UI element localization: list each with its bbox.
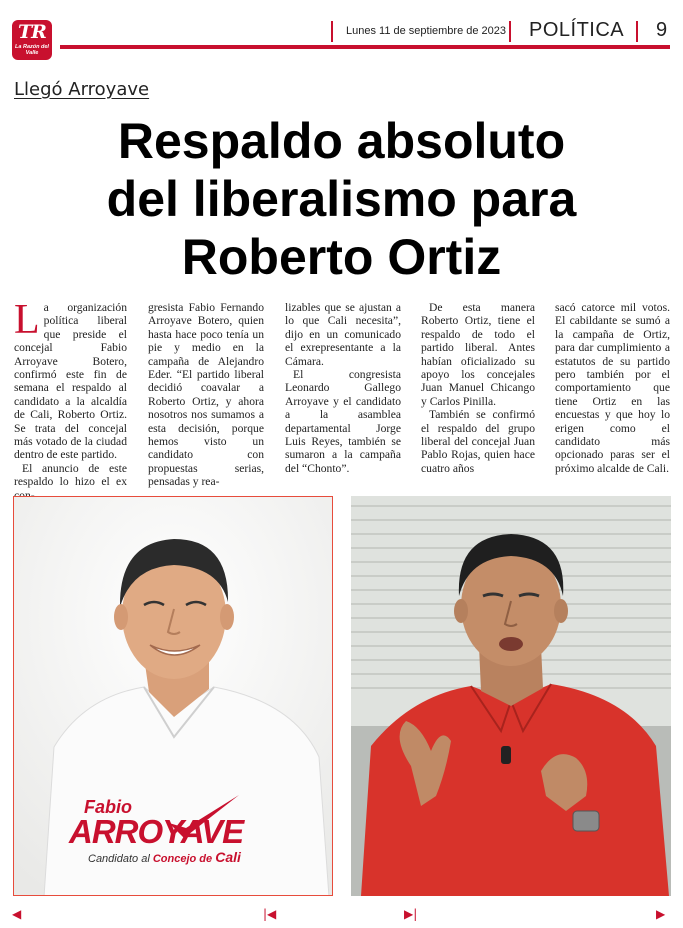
body-paragraph: El anuncio de este respaldo lo hizo el ex bbox=[14, 461, 127, 489]
campaign-tagline bbox=[88, 849, 241, 865]
article-column-2 bbox=[148, 301, 264, 489]
article-headline bbox=[0, 112, 683, 286]
drop-cap: L bbox=[14, 297, 40, 343]
body-paragraph bbox=[14, 297, 127, 462]
first-page-icon[interactable]: |◀ bbox=[263, 907, 277, 921]
body-paragraph: De esta manera Roberto Ortiz, tiene el respaldo de todo el partido liberal. Antes habían oficializado su apoyo los concejales Juan Manuel Chicango y Carlos Pinilla. bbox=[421, 301, 535, 408]
article-column-1 bbox=[14, 297, 127, 502]
roberto-ortiz-photo bbox=[351, 496, 671, 896]
tagline-part: Candidato al bbox=[88, 853, 150, 865]
body-paragraph: El congresista Leonardo Gallego Arroyave y el candidato a la asamblea departamental Jorge Luis Reyes, también se sumaron a la campaña del “Chonto”. bbox=[285, 368, 401, 475]
headline-line: Respaldo absoluto bbox=[117, 113, 566, 169]
prev-arrow-icon[interactable]: ◀ bbox=[12, 907, 22, 921]
headline-line: Roberto Ortiz bbox=[181, 229, 502, 285]
campaign-last-name: ARROYAVE bbox=[69, 813, 244, 850]
logo-subtitle: La Razón del Valle bbox=[15, 44, 49, 56]
article-column-3 bbox=[285, 301, 401, 475]
issue-date: Lunes 11 de septiembre de 2023 bbox=[346, 25, 507, 37]
header-divider bbox=[331, 21, 333, 42]
last-page-icon[interactable]: ▶| bbox=[404, 907, 418, 921]
body-paragraph: gresista Fabio Fernando Arroyave Botero, quien hasta hace poco tenía un pie y medio en la campaña de Alejandro Eder. “El partido liberal decidió coavalar a Roberto Ortiz, y ahora nosotros nos sumamos a esta decisión, porque hemos visto un candidato con propuestas serias, pensadas y rea- bbox=[148, 301, 264, 489]
tagline-part: Cali bbox=[215, 849, 241, 865]
article-column-4 bbox=[421, 301, 535, 475]
body-paragraph: sacó catorce mil votos. El cabildante se sumó a la campaña de Ortiz, para dar cumplimiento a estatutos de su partido pero también por el comportamiento que tiene Ortiz en las encuestas y que hoy lo erigen como el candidato más opcionado paras ser el próximo alcalde de Cali. bbox=[555, 301, 670, 475]
page-number: 9 bbox=[656, 19, 668, 41]
check-mark-icon bbox=[164, 793, 244, 843]
masthead-logo bbox=[12, 20, 52, 60]
tagline-part: Concejo de bbox=[152, 853, 213, 865]
header-rule bbox=[60, 45, 670, 49]
section-name: POLÍTICA bbox=[529, 19, 625, 41]
logo-letters: TR bbox=[18, 21, 46, 43]
body-paragraph: También se confirmó el respaldo del grupo liberal del concejal Juan Pablo Rojas, quien hace cuatro años bbox=[421, 408, 535, 475]
candidate-portrait-photo bbox=[13, 496, 333, 896]
portrait-illustration bbox=[351, 496, 671, 896]
article-column-5 bbox=[555, 301, 670, 475]
campaign-first-name: Fabio bbox=[84, 797, 132, 817]
header-divider bbox=[636, 21, 638, 42]
next-arrow-icon[interactable]: ▶ bbox=[656, 907, 666, 921]
body-paragraph: lizables que se ajustan a lo que Cali necesita”, dijo en un comunicado el exrepresentante a la Cámara. bbox=[285, 301, 401, 368]
headline-line: del liberalismo para bbox=[106, 171, 577, 227]
paragraph-text: a organización política liberal que preside el concejal Fabio Arroyave Botero, confirmó este fin de semana el respaldo al candidato a la alcaldía de Cali, Roberto Ortiz. Se trata del concejal más votado de la ciudad dentro de este partido. bbox=[14, 301, 127, 462]
header-divider bbox=[509, 21, 511, 42]
article-kicker: Llegó Arroyave bbox=[14, 79, 150, 100]
